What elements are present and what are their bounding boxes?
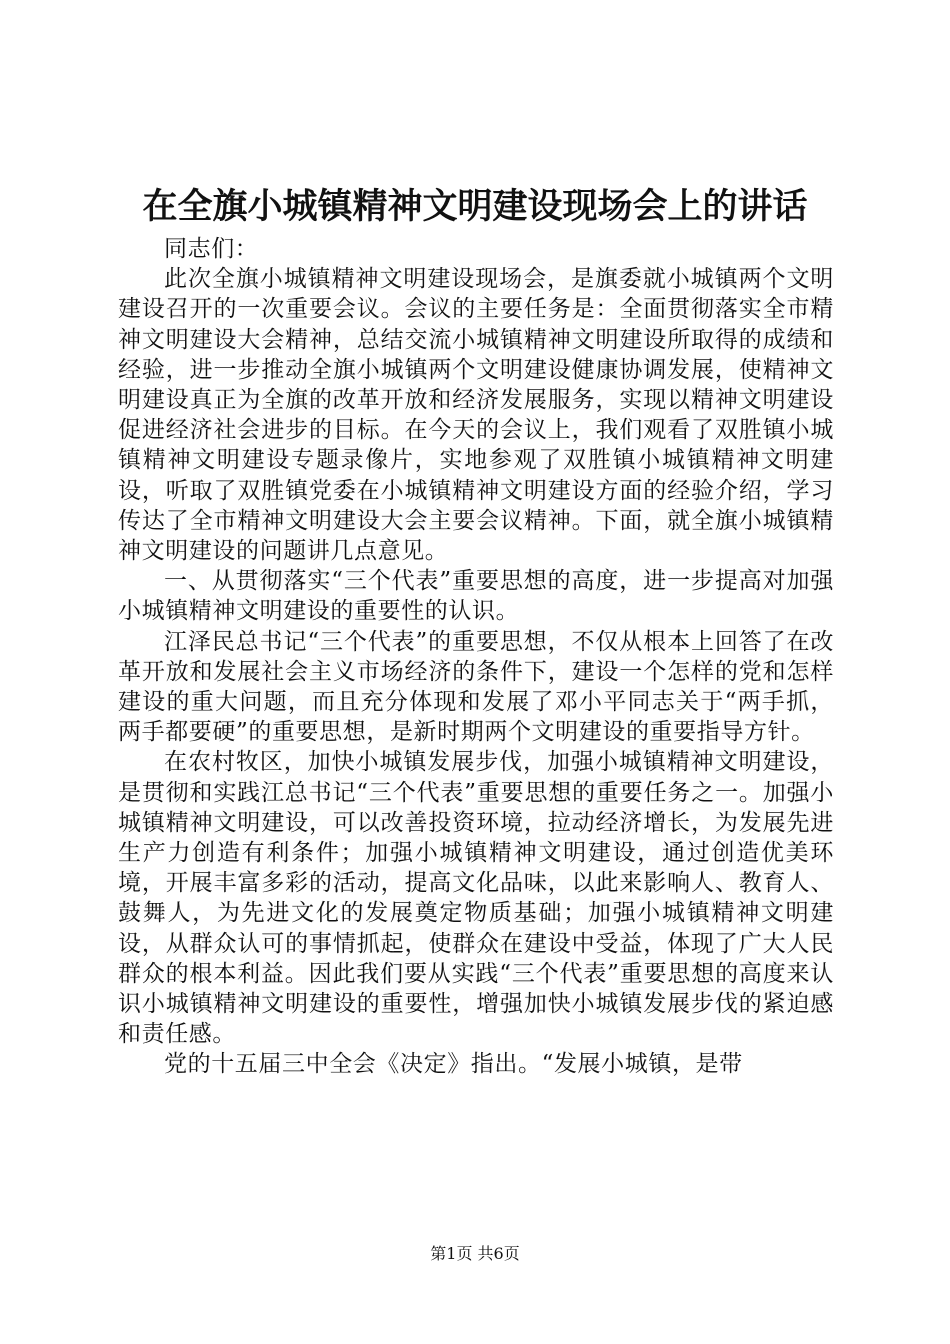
- paragraph: 江泽民总书记“三个代表”的重要思想，不仅从根本上回答了在改革开放和发展社会主义市场经济的条件下，建设一个怎样的党和怎样建设的重大问题，而且充分体现和发展了邓小平同志关于“两手抓，两手都要硬”的重要思想，是新时期两个文明建设的重要指导方针。: [118, 628, 834, 746]
- paragraph: 在农村牧区，加快小城镇发展步伐，加强小城镇精神文明建设，是贯彻和实践江总书记“三个代表”重要思想的重要任务之一。加强小城镇精神文明建设，可以改善投资环境，拉动经济增长，为发展先进生产力创造有利条件；加强小城镇精神文明建设，通过创造优美环境，开展丰富多彩的活动，提高文化品味，以此来影响人、教育人、鼓舞人，为先进文化的发展奠定物质基础；加强小城镇精神文明建设，从群众认可的事情抓起，使群众在建设中受益，体现了广大人民群众的根本利益。因此我们要从实践“三个代表”重要思想的高度来认识小城镇精神文明建设的重要性，增强加快小城镇发展步伐的紧迫感和责任感。: [118, 749, 834, 1048]
- page-footer: 第1页 共6页: [430, 1244, 520, 1263]
- section-heading: 一、从贯彻落实“三个代表”重要思想的高度，进一步提高对加强小城镇精神文明建设的重要性的认识。: [118, 568, 834, 625]
- paragraph: 此次全旗小城镇精神文明建设现场会，是旗委就小城镇两个文明建设召开的一次重要会议。会议的主要任务是：全面贯彻落实全市精神文明建设大会精神，总结交流小城镇精神文明建设所取得的成绩和经验，进一步推动全旗小城镇两个文明建设健康协调发展，使精神文明建设真正为全旗的改革开放和经济发展服务，实现以精神文明建设促进经济社会进步的目标。在今天的会议上，我们观看了双胜镇小城镇精神文明建设专题录像片，实地参观了双胜镇小城镇精神文明建设，听取了双胜镇党委在小城镇精神文明建设方面的经验介绍，学习传达了全市精神文明建设大会主要会议精神。下面，就全旗小城镇精神文明建设的问题讲几点意见。: [118, 266, 834, 565]
- salutation: 同志们：: [164, 236, 259, 262]
- document-title: 在全旗小城镇精神文明建设现场会上的讲话: [142, 186, 808, 227]
- paragraph: 党的十五届三中全会《决定》指出。“发展小城镇，是带: [164, 1051, 743, 1078]
- document-body: [118, 234, 834, 1080]
